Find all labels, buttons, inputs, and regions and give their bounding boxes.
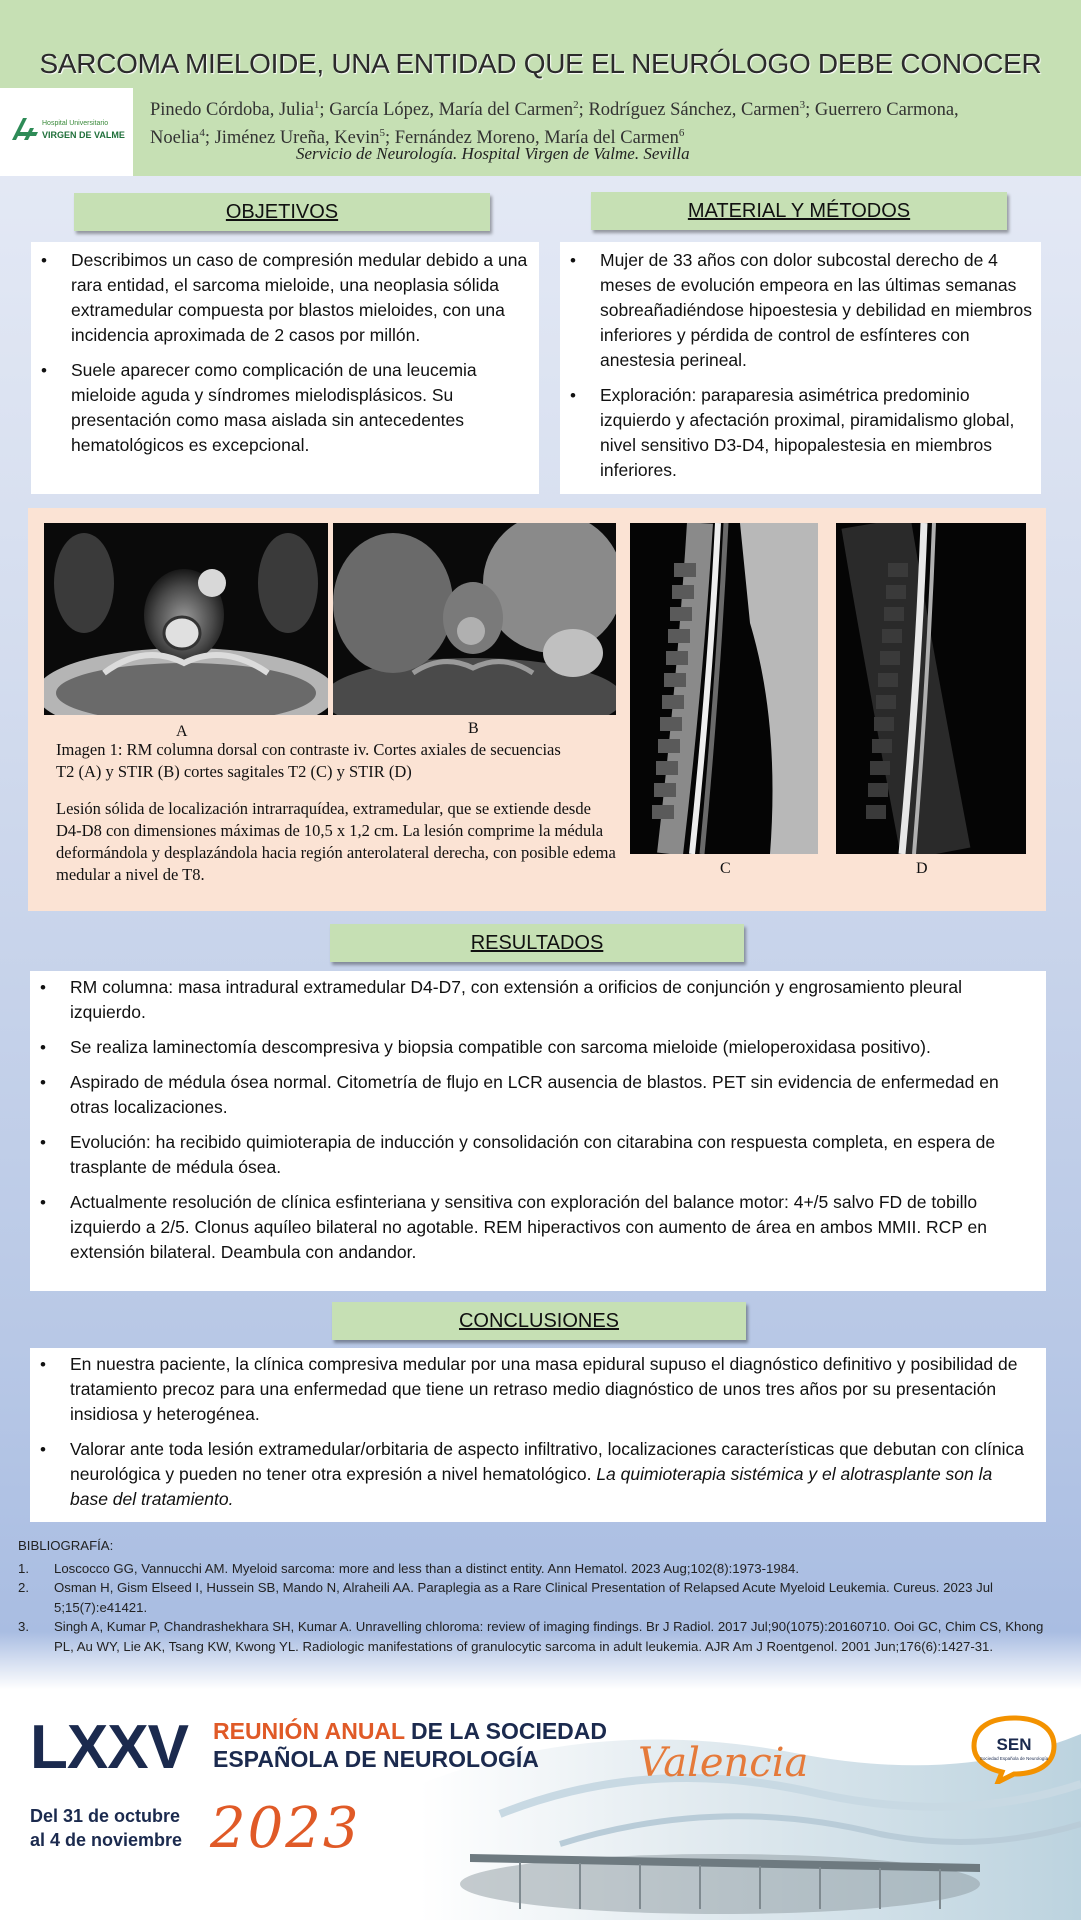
author-name: Fernández Moreno, María del Carmen: [394, 128, 679, 149]
objetivos-heading: OBJETIVOS: [74, 193, 490, 231]
congress-date-start: Del 31 de octubre: [30, 1806, 181, 1826]
mri-image-a: [44, 523, 328, 715]
conclusiones-item: • En nuestra paciente, la clínica compresiva medular por una masa epidural supuso el diagnóstico definitivo y posibilidad de tratamiento precoz para una enfermedad que tiene un retraso medio diagnóstico de unos tres años por su presentación insidiosa y heterogénea.: [30, 1352, 1030, 1427]
author-name: Guerrero Carmona, Noelia: [150, 100, 959, 149]
congress-city: Valencia: [638, 1740, 809, 1786]
resultados-item: • Evolución: ha recibido quimioterapia de inducción y consolidación con citarabina con respuesta completa, en espera de trasplante de médula ósea.: [30, 1130, 1030, 1180]
resultados-heading: RESULTADOS: [330, 924, 744, 962]
congress-year: 2023: [210, 1796, 361, 1861]
resultados-box: [30, 971, 1046, 1291]
image-label-b: B: [468, 720, 479, 737]
author-affiliation-mark: 5: [379, 127, 385, 140]
sen-logo: [968, 1712, 1060, 1784]
hospital-logo: [0, 88, 133, 176]
bibliography-item: 3. Singh A, Kumar P, Chandrashekhara SH, Kumar A. Unravelling chloroma: review of imaging findings. Br J Radiol. 2017 Jul;90(1075):20160710. Ooi GC, Chim CS, Khong PL, Au WY, Lie AK, Tsang KW, Kwong YL. Radiologic manifestations of granulocytic sarcoma in adult leukemia. AJR Am J Roentgenol. 2001 Jun;176(6):1427-31.: [18, 1619, 1044, 1654]
congress-date-end: al 4 de noviembre: [30, 1830, 183, 1850]
bibliography-item: 1. Loscocco GG, Vannucchi AM. Myeloid sarcoma: more and less than a distinct entity. Ann Hematol. 2023 Aug;102(8):1973-1984.: [18, 1560, 800, 1576]
resultados-item: • Se realiza laminectomía descompresiva y biopsia compatible con sarcoma mieloide (mieloperoxidasa positivo).: [30, 1035, 1030, 1060]
objetivos-item: • Suele aparecer como complicación de una leucemia mieloide aguda y síndromes mielodisplásicos. Su presentación como masa aislada sin antecedentes hematológicos es excepcional.: [31, 358, 531, 458]
svg-text:SEN: SEN: [996, 1735, 1032, 1754]
conclusiones-text: Valorar ante toda lesión extramedular/orbitaria de aspecto infiltrativo, localizaciones características que debutan con clínica neurológica y pueden no tener otra expresión a nivel hematológico.: [70, 1439, 1024, 1484]
logo-line1: Hospital Universitario: [42, 120, 109, 127]
logo-line2: VIRGEN DE VALME: [42, 130, 125, 140]
mri-image-d: [836, 523, 1026, 854]
metodos-item: • Mujer de 33 años con dolor subcostal derecho de 4 meses de evolución empeora en las últimas semanas sobreañadiéndose hipoestesia y debilidad en miembros inferiores y pérdida de control de esfínteres con anestesia perineal.: [560, 248, 1035, 373]
lesion-description: Lesión sólida de localización intrarraquídea, extramedular, que se extiende desde D4-D8 con dimensiones máximas de 10,5 x 1,2 cm. La lesión comprime la médula deformándola y desplazándola hacia región anterolateral derecha, con posible edema medular a nivel de T8.: [56, 799, 616, 884]
author-name: Rodríguez Sánchez, Carmen: [588, 100, 800, 121]
author-affiliation-mark: 1: [313, 99, 320, 111]
image-label-a: A: [176, 723, 188, 740]
resultados-item: • RM columna: masa intradural extramedular D4-D7, con extensión a orificios de conjunción y engrosamiento pleural izquierdo.: [30, 975, 1030, 1025]
svg-text:Sociedad Española de Neurologí: Sociedad Española de Neurología: [979, 1756, 1049, 1761]
resultados-item: • Aspirado de médula ósea normal. Citometría de flujo en LCR ausencia de blastos. PET sin evidencia de enfermedad en otras localizaciones.: [30, 1070, 1030, 1120]
mri-image-b: [333, 523, 616, 715]
author-name: Jiménez Ureña, Kevin: [214, 128, 380, 149]
author-affiliation-mark: 4: [199, 127, 205, 140]
affiliation: Servicio de Neurología. Hospital Virgen de Valme. Sevilla: [296, 144, 690, 163]
bibliography: [18, 1536, 1058, 1656]
congress-edition: LXXV: [30, 1713, 188, 1782]
poster-title: SARCOMA MIELOIDE, UNA ENTIDAD QUE EL NEURÓLOGO DEBE CONOCER: [39, 48, 1042, 79]
bibliography-item: 2. Osman H, Gism Elseed I, Hussein SB, Mando N, Alraheili AA. Paraplegia as a Rare Clinical Presentation of Relapsed Acute Myeloid Leukemia. Cureus. 2023 Jul 5;15(7):e41421.: [18, 1580, 993, 1615]
conclusiones-box: [30, 1348, 1046, 1522]
bibliography-title: BIBLIOGRAFÍA:: [18, 1538, 114, 1553]
author-name: García López, María del Carmen: [329, 100, 574, 121]
objetivos-box: [31, 242, 539, 494]
author-affiliation-mark: 2: [573, 99, 579, 111]
authors-list: Pinedo Córdoba, Julia$^1$; García López, María del Carmen$^2$; Rodríguez Sánchez, Carmen$^3$; Guerrero Carmona, Noelia$^4$; Jiménez Ureña, Kevin$^5$; Fernández Moreno, María del Carmen$^6$: [150, 99, 959, 149]
author-affiliation-mark: 3: [799, 99, 806, 111]
conclusiones-item: [30, 1437, 1030, 1512]
mri-image-c: [630, 523, 818, 854]
objetivos-item: • Describimos un caso de compresión medular debido a una rara entidad, el sarcoma mieloide, una neoplasia sólida extramedular compuesta por blastos mieloides, con una incidencia aproximada de 2 casos por millón.: [31, 248, 531, 348]
imaging-panel: [28, 508, 1046, 911]
congress-name-line2: ESPAÑOLA DE NEUROLOGÍA: [213, 1746, 539, 1772]
metodos-heading: MATERIAL Y MÉTODOS: [591, 192, 1007, 230]
sen-logo-icon: [968, 1712, 1060, 1784]
hospital-logo-icon: [10, 116, 40, 142]
conclusiones-emphasis: La quimioterapia sistémica y el alotrasplante son la base del tratamiento.: [70, 1464, 993, 1509]
image-label-d: D: [916, 860, 928, 877]
congress-name-line1: REUNIÓN ANUAL DE LA SOCIEDAD: [213, 1718, 607, 1744]
metodos-box: [560, 242, 1041, 494]
author-affiliation-mark: 6: [678, 127, 685, 140]
image-caption: Imagen 1: RM columna dorsal con contraste iv. Cortes axiales de secuencias T2 (A) y STIR (B) cortes sagitales T2 (C) y STIR (D): [56, 740, 561, 781]
image-label-c: C: [720, 860, 731, 877]
metodos-item: • Exploración: paraparesia asimétrica predominio izquierdo y afectación proximal, piramidalismo global, nivel sensitivo D3-D4, hipopalestesia en miembros inferiores.: [560, 383, 1035, 483]
conclusiones-heading: CONCLUSIONES: [332, 1302, 746, 1340]
resultados-item: • Actualmente resolución de clínica esfinteriana y sensitiva con exploración del balance motor: 4+/5 salvo FD de tobillo izquierdo a 2/5. Clonus aquíleo bilateral no agotable. REM hiperactivos con aumento de área en ambos MMII. RCP en extensión bilateral. Deambula con andandor.: [30, 1190, 1030, 1265]
author-name: Pinedo Córdoba, Julia: [150, 100, 314, 121]
